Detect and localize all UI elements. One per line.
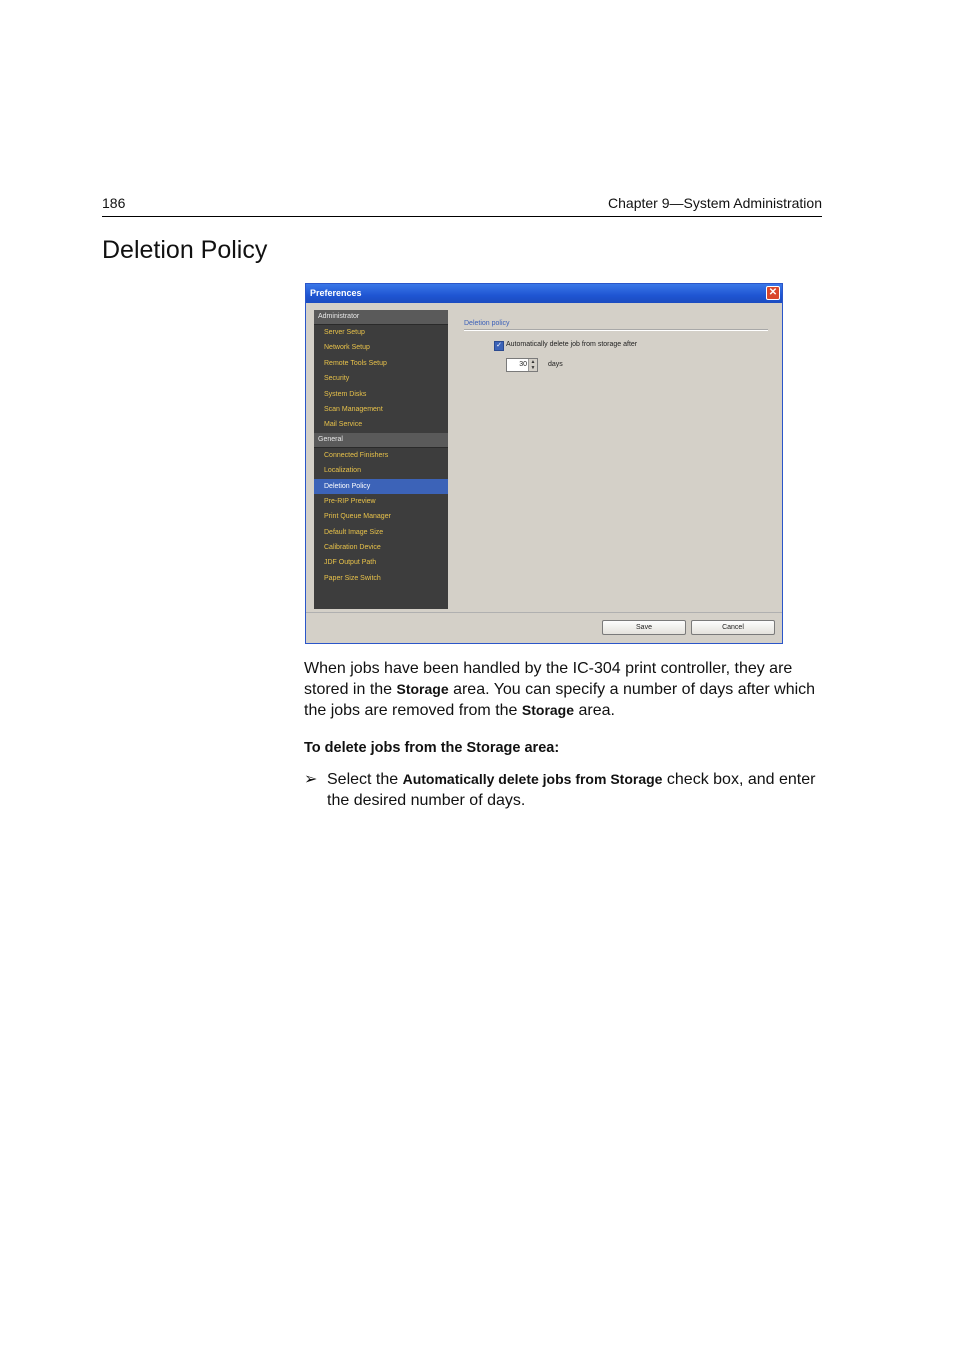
sidebar-item-jdf-output-path[interactable]: JDF Output Path: [324, 559, 377, 567]
sidebar-item-scan-management[interactable]: Scan Management: [324, 405, 383, 413]
step-prefix: Select the: [327, 771, 403, 788]
sidebar-item-remote-tools-setup[interactable]: Remote Tools Setup: [324, 359, 387, 367]
page-number: 186: [102, 195, 126, 211]
sidebar-group-general: General: [314, 433, 448, 448]
sidebar-item-security[interactable]: Security: [324, 375, 350, 383]
spin-up-icon[interactable]: ▲: [528, 359, 537, 365]
header-rule: [102, 216, 822, 217]
arrow-bullet-icon: ➢: [304, 771, 318, 788]
days-value: 30: [519, 361, 527, 368]
save-button[interactable]: Save: [602, 620, 686, 635]
chapter-title: Chapter 9—System Administration: [608, 195, 822, 211]
auto-delete-checkbox[interactable]: [494, 341, 504, 351]
deletion-policy-panel: [456, 310, 774, 609]
panel-header: Deletion policy: [464, 320, 510, 327]
window-titlebar[interactable]: [306, 284, 782, 303]
window-title: Preferences: [310, 288, 362, 298]
sidebar-item-paper-size-switch[interactable]: Paper Size Switch: [324, 574, 381, 582]
storage-term-1: Storage: [396, 681, 449, 697]
sidebar-item-print-queue-manager[interactable]: Print Queue Manager: [324, 513, 391, 521]
checkmark-icon: ✓: [496, 342, 502, 349]
body-text-3: area.: [574, 702, 615, 719]
sidebar-item-pre-rip-preview[interactable]: Pre-RIP Preview: [324, 497, 376, 505]
auto-delete-label: Automatically delete job from storage after: [506, 341, 638, 348]
sidebar-item-server-setup[interactable]: Server Setup: [324, 329, 365, 336]
preferences-sidebar: [314, 310, 448, 609]
sidebar-item-mail-service[interactable]: Mail Service: [324, 421, 363, 429]
body-text-1: When jobs have been handled by the IC-304 print controller, they are stored in the: [304, 660, 793, 698]
sidebar-group-administrator: Administrator: [314, 310, 448, 325]
window-footer: [306, 612, 782, 643]
step-text: [327, 769, 824, 811]
section-title: Deletion Policy: [102, 236, 268, 264]
sidebar-item-deletion-policy[interactable]: Deletion Policy: [314, 479, 448, 494]
storage-term-2: Storage: [521, 702, 575, 718]
spin-down-icon[interactable]: ▼: [528, 365, 537, 371]
body-paragraph: [304, 658, 824, 721]
sidebar-item-system-disks[interactable]: System Disks: [324, 390, 367, 398]
sidebar-item-network-setup[interactable]: Network Setup: [324, 344, 370, 352]
body-text-2: area. You can specify a number of days after which the jobs are removed from the: [304, 681, 816, 719]
sidebar-item-default-image-size[interactable]: Default Image Size: [324, 528, 384, 536]
sidebar-item-localization[interactable]: Localization: [324, 467, 361, 475]
sidebar-item-connected-finishers[interactable]: Connected Finishers: [324, 451, 389, 459]
panel-divider: [464, 329, 768, 331]
sidebar-item-calibration-device[interactable]: Calibration Device: [324, 544, 381, 552]
days-stepper[interactable]: [506, 358, 538, 372]
cancel-button[interactable]: Cancel: [691, 620, 775, 635]
days-label: days: [548, 361, 563, 368]
close-icon[interactable]: ✕: [766, 286, 780, 300]
preferences-window: [305, 283, 783, 644]
step-suffix: check box, and enter the desired number of days.: [327, 771, 816, 809]
procedure-heading: To delete jobs from the Storage area:: [304, 740, 560, 756]
step-term: Automatically delete jobs from Storage: [402, 771, 663, 787]
